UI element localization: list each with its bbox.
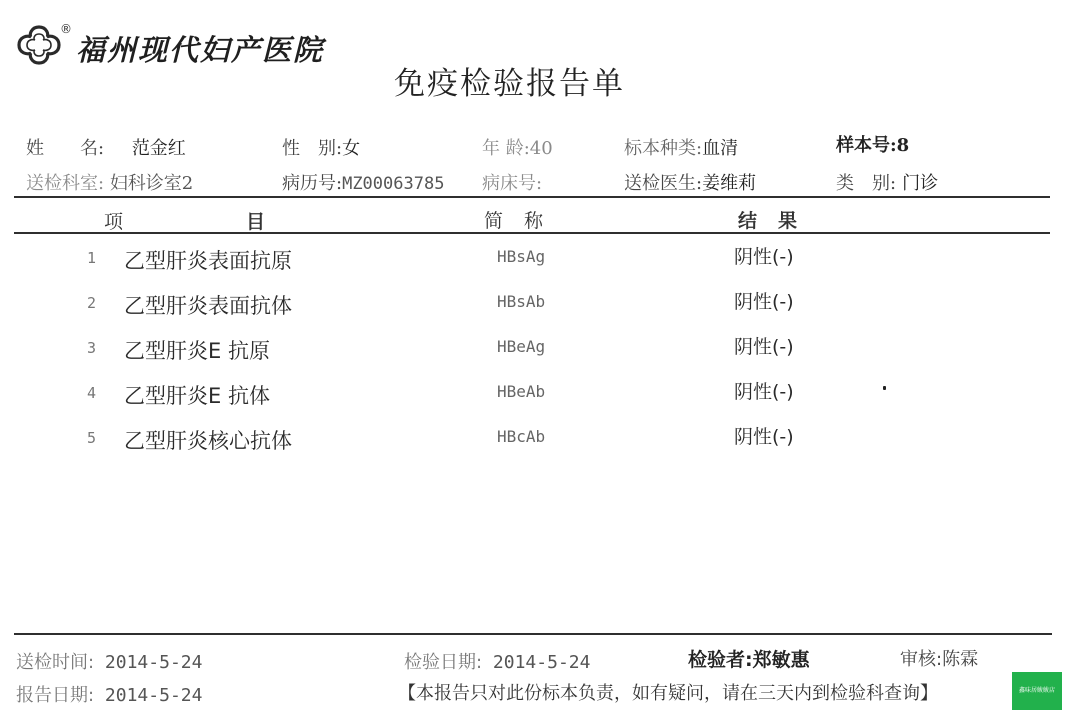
patient-age-value: 40	[529, 138, 553, 159]
disclaimer-notice: 【本报告只对此份标本负责，如有疑问，请在三天内到检验科查询】	[398, 683, 938, 704]
reviewer-label: 审核:	[900, 649, 943, 670]
report-date-field	[16, 681, 202, 707]
row-number: 2	[87, 294, 97, 312]
tester-field	[688, 645, 810, 672]
hospital-name: 福州现代妇产医院	[76, 33, 325, 67]
test-date-value: 2014-5-24	[492, 652, 591, 673]
specimen-type-label: 标本种类:	[624, 138, 703, 159]
test-abbreviation: HBcAb	[497, 427, 546, 446]
test-result: 阴性(-)	[734, 381, 794, 403]
hospital-logo-icon	[16, 24, 62, 66]
report-title: 免疫检验报告单	[394, 66, 625, 102]
patient-age-label: 年 龄:	[482, 138, 530, 159]
doctor-label: 送检医生:	[624, 173, 703, 194]
sample-number-field	[836, 131, 909, 157]
ink-speck	[883, 386, 886, 390]
specimen-type-value: 血清	[702, 138, 739, 159]
test-abbreviation: HBeAb	[497, 382, 546, 401]
tester-label: 检验者:	[688, 649, 753, 671]
test-name: 乙型肝炎核心抗体	[124, 429, 292, 453]
test-abbreviation: HBsAb	[497, 292, 546, 311]
test-abbreviation: HBsAg	[497, 247, 546, 266]
category-label: 类 别:	[836, 173, 897, 194]
test-result: 阴性(-)	[734, 426, 794, 448]
registered-mark: ®	[60, 22, 72, 36]
footer-rule	[14, 633, 1052, 635]
sample-number-value: 8	[896, 135, 910, 156]
test-abbreviation: HBeAg	[497, 337, 546, 356]
patient-name-value: 范金红	[131, 138, 186, 159]
category-field	[836, 169, 938, 195]
column-header-result: 结 果	[738, 210, 799, 232]
record-number-value: MZ00063785	[342, 174, 445, 194]
patient-name-label: 姓 名:	[26, 138, 105, 159]
bed-number-field	[482, 169, 542, 195]
test-date-label: 检验日期:	[404, 652, 483, 673]
test-result: 阴性(-)	[734, 291, 794, 313]
report-date-label: 报告日期:	[16, 685, 95, 706]
patient-name-field	[26, 134, 186, 160]
record-number-label: 病历号:	[282, 173, 343, 194]
test-name: 乙型肝炎表面抗原	[124, 249, 292, 273]
test-name: 乙型肝炎E 抗体	[124, 384, 270, 408]
test-name: 乙型肝炎E 抗原	[124, 339, 270, 363]
department-value: 妇科诊室2	[109, 173, 194, 194]
patient-age-field	[482, 134, 553, 160]
tester-value: 郑敏惠	[752, 649, 810, 671]
header-top-rule	[14, 196, 1050, 198]
test-date-field	[404, 648, 590, 674]
test-name: 乙型肝炎表面抗体	[124, 294, 292, 318]
specimen-type-field	[624, 134, 738, 160]
send-time-field	[16, 648, 202, 674]
department-field	[26, 169, 193, 195]
row-number: 4	[87, 384, 97, 402]
doctor-value: 姜维莉	[702, 173, 757, 194]
row-number: 5	[87, 429, 97, 447]
column-header-abbr: 简 称	[484, 210, 545, 232]
row-number: 1	[87, 249, 97, 267]
watermark-badge: 鑫味居鲅鲅店	[1012, 672, 1062, 710]
patient-gender-field	[282, 134, 360, 160]
department-label: 送检科室:	[26, 173, 105, 194]
row-number: 3	[87, 339, 97, 357]
test-result: 阴性(-)	[734, 336, 794, 358]
patient-gender-value: 女	[342, 138, 361, 159]
category-value: 门诊	[902, 173, 939, 194]
doctor-field	[624, 169, 756, 195]
reviewer-value: 陈霖	[942, 649, 979, 670]
reviewer-field	[900, 645, 978, 671]
column-header-item-a: 项	[104, 211, 125, 233]
send-time-label: 送检时间:	[16, 652, 95, 673]
patient-gender-label: 性 别:	[282, 138, 343, 159]
column-header-item-b: 目	[246, 211, 267, 233]
send-time-value: 2014-5-24	[104, 652, 203, 673]
sample-number-label: 样本号:	[836, 135, 897, 156]
report-date-value: 2014-5-24	[104, 685, 203, 706]
bed-number-label: 病床号:	[482, 173, 543, 194]
record-number-field	[282, 169, 444, 195]
test-result: 阴性(-)	[734, 246, 794, 268]
